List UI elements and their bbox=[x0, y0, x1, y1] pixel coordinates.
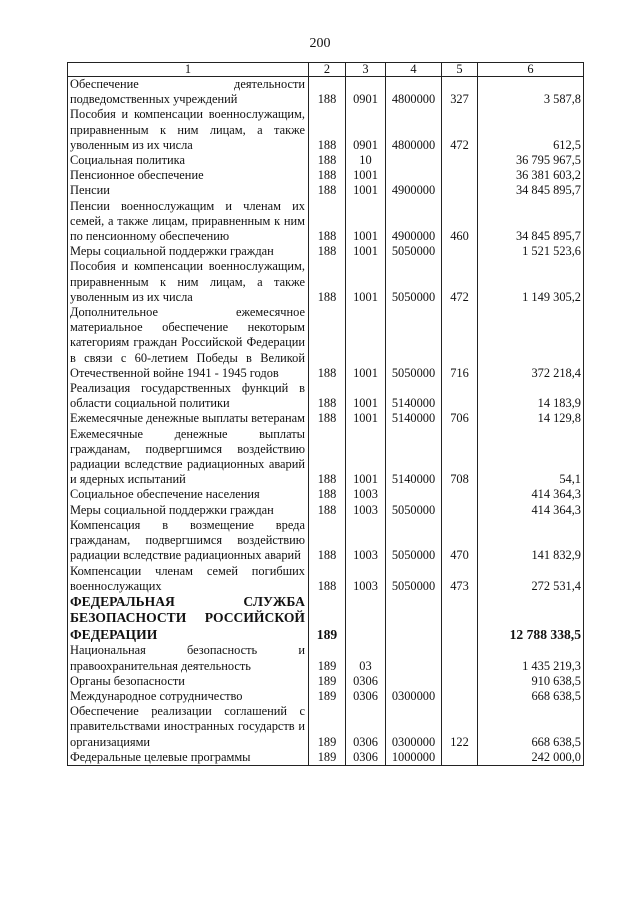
table-row bbox=[68, 77, 584, 108]
row-section: 0306 bbox=[346, 674, 386, 689]
row-amount: 668 638,5 bbox=[478, 689, 584, 704]
row-expense-type bbox=[442, 381, 478, 411]
row-target-article: 4800000 bbox=[386, 77, 442, 108]
row-code: 188 bbox=[309, 183, 346, 198]
row-code: 188 bbox=[309, 168, 346, 183]
row-target-article: 5050000 bbox=[386, 244, 442, 259]
row-name: Меры социальной поддержки граждан bbox=[68, 244, 309, 259]
table-row bbox=[68, 689, 584, 704]
row-amount: 272 531,4 bbox=[478, 564, 584, 594]
column-number-6: 6 bbox=[478, 63, 584, 77]
row-amount: 910 638,5 bbox=[478, 674, 584, 689]
row-expense-type bbox=[442, 643, 478, 673]
row-code: 189 bbox=[309, 643, 346, 673]
row-target-article: 0300000 bbox=[386, 689, 442, 704]
row-name: Органы безопасности bbox=[68, 674, 309, 689]
row-amount: 1 435 219,3 bbox=[478, 643, 584, 673]
row-expense-type bbox=[442, 594, 478, 644]
column-number-row bbox=[68, 63, 584, 77]
row-code: 188 bbox=[309, 381, 346, 411]
table-row bbox=[68, 411, 584, 426]
row-expense-type: 327 bbox=[442, 77, 478, 108]
row-amount: 141 832,9 bbox=[478, 518, 584, 564]
row-code: 188 bbox=[309, 153, 346, 168]
row-section: 1001 bbox=[346, 183, 386, 198]
row-name: Пенсионное обеспечение bbox=[68, 168, 309, 183]
row-expense-type: 706 bbox=[442, 411, 478, 426]
table-row bbox=[68, 674, 584, 689]
row-section: 1001 bbox=[346, 305, 386, 381]
row-amount: 414 364,3 bbox=[478, 503, 584, 518]
row-expense-type: 716 bbox=[442, 305, 478, 381]
row-target-article: 1000000 bbox=[386, 750, 442, 766]
row-target-article bbox=[386, 594, 442, 644]
row-expense-type bbox=[442, 503, 478, 518]
row-amount: 372 218,4 bbox=[478, 305, 584, 381]
row-name: Международное сотрудничество bbox=[68, 689, 309, 704]
row-expense-type bbox=[442, 750, 478, 766]
row-target-article bbox=[386, 674, 442, 689]
row-code: 188 bbox=[309, 518, 346, 564]
row-expense-type bbox=[442, 168, 478, 183]
row-amount: 34 845 895,7 bbox=[478, 199, 584, 245]
row-section: 1001 bbox=[346, 168, 386, 183]
row-code: 188 bbox=[309, 77, 346, 108]
table-body bbox=[68, 77, 584, 766]
row-expense-type: 473 bbox=[442, 564, 478, 594]
table-row bbox=[68, 750, 584, 766]
row-section: 10 bbox=[346, 153, 386, 168]
row-section: 0901 bbox=[346, 77, 386, 108]
row-amount: 242 000,0 bbox=[478, 750, 584, 766]
row-target-article: 5140000 bbox=[386, 427, 442, 488]
row-target-article bbox=[386, 168, 442, 183]
row-name: Обеспечение реализации соглашений с правительствами иностранных государств и организациями bbox=[68, 704, 309, 750]
row-section: 0306 bbox=[346, 750, 386, 766]
row-name: Ежемесячные денежные выплаты гражданам, подвергшимся воздействию радиации вследствие радиационных аварий и ядерных испытаний bbox=[68, 427, 309, 488]
row-name: Компенсации членам семей погибших военнослужащих bbox=[68, 564, 309, 594]
row-section: 0901 bbox=[346, 107, 386, 153]
table-row bbox=[68, 704, 584, 750]
row-target-article: 4900000 bbox=[386, 199, 442, 245]
table-row bbox=[68, 107, 584, 153]
row-section: 1001 bbox=[346, 199, 386, 245]
row-name: Ежемесячные денежные выплаты ветеранам bbox=[68, 411, 309, 426]
row-target-article: 5050000 bbox=[386, 564, 442, 594]
row-expense-type bbox=[442, 153, 478, 168]
row-target-article bbox=[386, 153, 442, 168]
row-name: Социальная политика bbox=[68, 153, 309, 168]
row-code: 188 bbox=[309, 199, 346, 245]
row-expense-type: 470 bbox=[442, 518, 478, 564]
row-name: Пособия и компенсации военнослужащим, приравненным к ним лицам, а также уволенным из их числа bbox=[68, 107, 309, 153]
table-row bbox=[68, 183, 584, 198]
row-code: 188 bbox=[309, 259, 346, 305]
row-target-article: 5050000 bbox=[386, 518, 442, 564]
row-target-article: 5050000 bbox=[386, 259, 442, 305]
row-code: 188 bbox=[309, 244, 346, 259]
row-name: Социальное обеспечение населения bbox=[68, 487, 309, 502]
row-expense-type bbox=[442, 487, 478, 502]
row-name: Реализация государственных функций в области социальной политики bbox=[68, 381, 309, 411]
row-name: Дополнительное ежемесячное материальное обеспечение некоторым категориям граждан Российской Федерации в связи с 60-летием Победы в Великой Отечественной войне 1941 - 1945 годов bbox=[68, 305, 309, 381]
row-name: Пенсии военнослужащим и членам их семей, а также лицам, приравненным к ним по пенсионному обеспечению bbox=[68, 199, 309, 245]
row-name: Пенсии bbox=[68, 183, 309, 198]
row-code: 189 bbox=[309, 750, 346, 766]
row-amount: 1 521 523,6 bbox=[478, 244, 584, 259]
table-row bbox=[68, 487, 584, 502]
row-amount: 12 788 338,5 bbox=[478, 594, 584, 644]
row-target-article: 4800000 bbox=[386, 107, 442, 153]
row-expense-type bbox=[442, 244, 478, 259]
table-row bbox=[68, 518, 584, 564]
column-number-3: 3 bbox=[346, 63, 386, 77]
budget-table bbox=[67, 62, 584, 766]
row-target-article bbox=[386, 643, 442, 673]
table-row bbox=[68, 381, 584, 411]
table-row bbox=[68, 153, 584, 168]
row-code: 188 bbox=[309, 411, 346, 426]
row-code: 188 bbox=[309, 305, 346, 381]
row-target-article bbox=[386, 487, 442, 502]
row-section: 0306 bbox=[346, 704, 386, 750]
table-row bbox=[68, 244, 584, 259]
row-section: 1001 bbox=[346, 259, 386, 305]
row-amount: 36 795 967,5 bbox=[478, 153, 584, 168]
row-section: 1001 bbox=[346, 244, 386, 259]
row-code: 189 bbox=[309, 689, 346, 704]
row-target-article: 5140000 bbox=[386, 381, 442, 411]
row-expense-type bbox=[442, 674, 478, 689]
row-name: Национальная безопасность и правоохранительная деятельность bbox=[68, 643, 309, 673]
row-section: 1003 bbox=[346, 487, 386, 502]
row-amount: 14 129,8 bbox=[478, 411, 584, 426]
row-amount: 54,1 bbox=[478, 427, 584, 488]
row-code: 189 bbox=[309, 674, 346, 689]
row-section: 0306 bbox=[346, 689, 386, 704]
row-name: ФЕДЕРАЛЬНАЯ СЛУЖБА БЕЗОПАСНОСТИ РОССИЙСКОЙ ФЕДЕРАЦИИ bbox=[68, 594, 309, 644]
row-code: 188 bbox=[309, 503, 346, 518]
table-row bbox=[68, 427, 584, 488]
row-name: Меры социальной поддержки граждан bbox=[68, 503, 309, 518]
table-row bbox=[68, 643, 584, 673]
page-number: 200 bbox=[309, 36, 331, 51]
row-amount: 3 587,8 bbox=[478, 77, 584, 108]
row-target-article: 5050000 bbox=[386, 305, 442, 381]
row-section bbox=[346, 594, 386, 644]
row-section: 1001 bbox=[346, 427, 386, 488]
row-section: 03 bbox=[346, 643, 386, 673]
table-row bbox=[68, 199, 584, 245]
row-code: 188 bbox=[309, 564, 346, 594]
table-row bbox=[68, 564, 584, 594]
column-number-2: 2 bbox=[309, 63, 346, 77]
row-expense-type: 460 bbox=[442, 199, 478, 245]
row-name: Пособия и компенсации военнослужащим, приравненным к ним лицам, а также уволенным из их числа bbox=[68, 259, 309, 305]
column-number-4: 4 bbox=[386, 63, 442, 77]
row-name: Обеспечение деятельности подведомственных учреждений bbox=[68, 77, 309, 108]
row-code: 189 bbox=[309, 704, 346, 750]
row-expense-type: 472 bbox=[442, 107, 478, 153]
row-expense-type bbox=[442, 183, 478, 198]
row-name: Федеральные целевые программы bbox=[68, 750, 309, 766]
row-code: 188 bbox=[309, 487, 346, 502]
table-row bbox=[68, 503, 584, 518]
row-section: 1003 bbox=[346, 564, 386, 594]
row-expense-type: 122 bbox=[442, 704, 478, 750]
table-row bbox=[68, 305, 584, 381]
column-number-1: 1 bbox=[68, 63, 309, 77]
row-target-article: 4900000 bbox=[386, 183, 442, 198]
table-row bbox=[68, 259, 584, 305]
row-section: 1003 bbox=[346, 503, 386, 518]
row-expense-type: 472 bbox=[442, 259, 478, 305]
row-target-article: 0300000 bbox=[386, 704, 442, 750]
row-amount: 612,5 bbox=[478, 107, 584, 153]
row-code: 188 bbox=[309, 107, 346, 153]
row-target-article: 5140000 bbox=[386, 411, 442, 426]
row-amount: 14 183,9 bbox=[478, 381, 584, 411]
row-expense-type: 708 bbox=[442, 427, 478, 488]
row-code: 189 bbox=[309, 594, 346, 644]
row-section: 1001 bbox=[346, 411, 386, 426]
row-amount: 1 149 305,2 bbox=[478, 259, 584, 305]
row-name: Компенсация в возмещение вреда гражданам, подвергшимся воздействию радиации вследствие радиационных аварий bbox=[68, 518, 309, 564]
row-section: 1003 bbox=[346, 518, 386, 564]
row-section: 1001 bbox=[346, 381, 386, 411]
row-expense-type bbox=[442, 689, 478, 704]
row-amount: 34 845 895,7 bbox=[478, 183, 584, 198]
table-row bbox=[68, 594, 584, 644]
row-amount: 36 381 603,2 bbox=[478, 168, 584, 183]
column-number-5: 5 bbox=[442, 63, 478, 77]
table-row bbox=[68, 168, 584, 183]
row-amount: 668 638,5 bbox=[478, 704, 584, 750]
row-target-article: 5050000 bbox=[386, 503, 442, 518]
row-amount: 414 364,3 bbox=[478, 487, 584, 502]
row-code: 188 bbox=[309, 427, 346, 488]
